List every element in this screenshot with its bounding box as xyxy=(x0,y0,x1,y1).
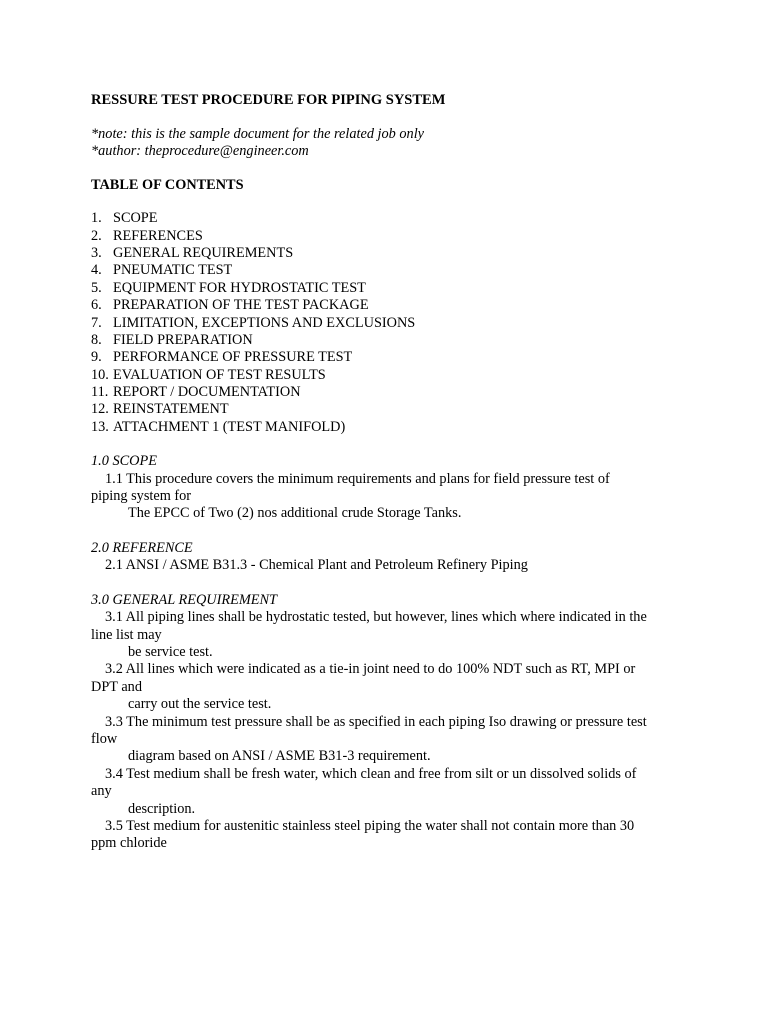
notes-block xyxy=(91,126,691,161)
clause-text: 3.5 Test medium for austenitic stainless steel piping the water shall not contain more than 30 xyxy=(105,817,635,834)
clause-text: 3.2 All lines which were indicated as a tie-in joint need to do 100% NDT such as RT, MPI or xyxy=(105,661,636,678)
clause-text: 1.1 This procedure covers the minimum requirements and plans for field pressure test of xyxy=(105,470,610,487)
toc-heading: TABLE OF CONTENTS xyxy=(91,176,244,193)
toc-number: 11. xyxy=(91,384,109,401)
toc-label: PERFORMANCE OF PRESSURE TEST xyxy=(113,349,353,366)
note-line: *note: this is the sample document for the related job only xyxy=(91,126,425,142)
toc-item xyxy=(91,419,691,436)
toc-label: REFERENCES xyxy=(113,227,203,244)
toc-label: SCOPE xyxy=(113,210,158,227)
clause-text: piping system for xyxy=(91,488,192,505)
section-heading: 3.0 GENERAL REQUIREMENT xyxy=(91,591,277,608)
toc-label: REINSTATEMENT xyxy=(113,401,229,418)
section-scope xyxy=(91,453,691,523)
toc-number: 5. xyxy=(91,279,102,296)
toc-number: 1. xyxy=(91,210,102,227)
toc-number: 8. xyxy=(91,331,102,348)
toc-item xyxy=(91,349,691,366)
toc-item xyxy=(91,384,691,401)
toc-number: 13. xyxy=(91,418,109,435)
clause-text: 3.1 All piping lines shall be hydrostatic tested, but however, lines which where indicated in the xyxy=(105,609,647,626)
toc-label: PREPARATION OF THE TEST PACKAGE xyxy=(113,297,369,314)
toc-number: 9. xyxy=(91,349,102,366)
toc-item xyxy=(91,332,691,349)
toc-label: EVALUATION OF TEST RESULTS xyxy=(113,366,326,383)
toc-number: 7. xyxy=(91,314,102,331)
toc-label: ATTACHMENT 1 (TEST MANIFOLD) xyxy=(113,418,346,435)
section-heading: 1.0 SCOPE xyxy=(91,453,157,470)
clause-text: description. xyxy=(128,800,196,817)
toc-number: 10. xyxy=(91,366,109,383)
clause-text: be service test. xyxy=(128,643,213,660)
clause-text: DPT and xyxy=(91,678,142,695)
toc-item xyxy=(91,262,691,279)
toc-number: 2. xyxy=(91,227,102,244)
toc-number: 3. xyxy=(91,244,102,261)
toc-label: LIMITATION, EXCEPTIONS AND EXCLUSIONS xyxy=(113,314,416,331)
document-title: RESSURE TEST PROCEDURE FOR PIPING SYSTEM xyxy=(91,92,446,108)
toc-label: FIELD PREPARATION xyxy=(113,331,253,348)
clause-text: line list may xyxy=(91,626,162,643)
section-reference xyxy=(91,540,691,575)
toc-item xyxy=(91,315,691,332)
toc-number: 12. xyxy=(91,401,109,418)
clause-text: carry out the service test. xyxy=(128,696,272,713)
toc-label: PNEUMATIC TEST xyxy=(113,262,233,279)
toc-label: REPORT / DOCUMENTATION xyxy=(113,384,301,401)
clause-text: any xyxy=(91,783,112,800)
clause-text: flow xyxy=(91,730,118,747)
toc-item xyxy=(91,210,691,227)
table-of-contents xyxy=(91,210,691,436)
section-general-requirement xyxy=(91,592,691,853)
toc-label: EQUIPMENT FOR HYDROSTATIC TEST xyxy=(113,279,366,296)
toc-item xyxy=(91,280,691,297)
section-heading: 2.0 REFERENCE xyxy=(91,539,193,556)
toc-number: 6. xyxy=(91,297,102,314)
toc-number: 4. xyxy=(91,262,102,279)
toc-item xyxy=(91,367,691,384)
clause-text: The EPCC of Two (2) nos additional crude Storage Tanks. xyxy=(128,505,462,522)
clause-text: 3.3 The minimum test pressure shall be as specified in each piping Iso drawing or pressure test xyxy=(105,713,647,730)
toc-label: GENERAL REQUIREMENTS xyxy=(113,244,294,261)
document-body xyxy=(91,91,691,853)
toc-item xyxy=(91,245,691,262)
clause-text: diagram based on ANSI / ASME B31-3 requirement. xyxy=(128,748,431,765)
toc-item xyxy=(91,401,691,418)
toc-item xyxy=(91,228,691,245)
clause-text: 3.4 Test medium shall be fresh water, which clean and free from silt or un dissolved solids of xyxy=(105,765,637,782)
clause-text: ppm chloride xyxy=(91,835,167,852)
clause-text: 2.1 ANSI / ASME B31.3 - Chemical Plant and Petroleum Refinery Piping xyxy=(105,557,528,574)
author-line: *author: theprocedure@engineer.com xyxy=(91,143,309,160)
toc-item xyxy=(91,297,691,314)
